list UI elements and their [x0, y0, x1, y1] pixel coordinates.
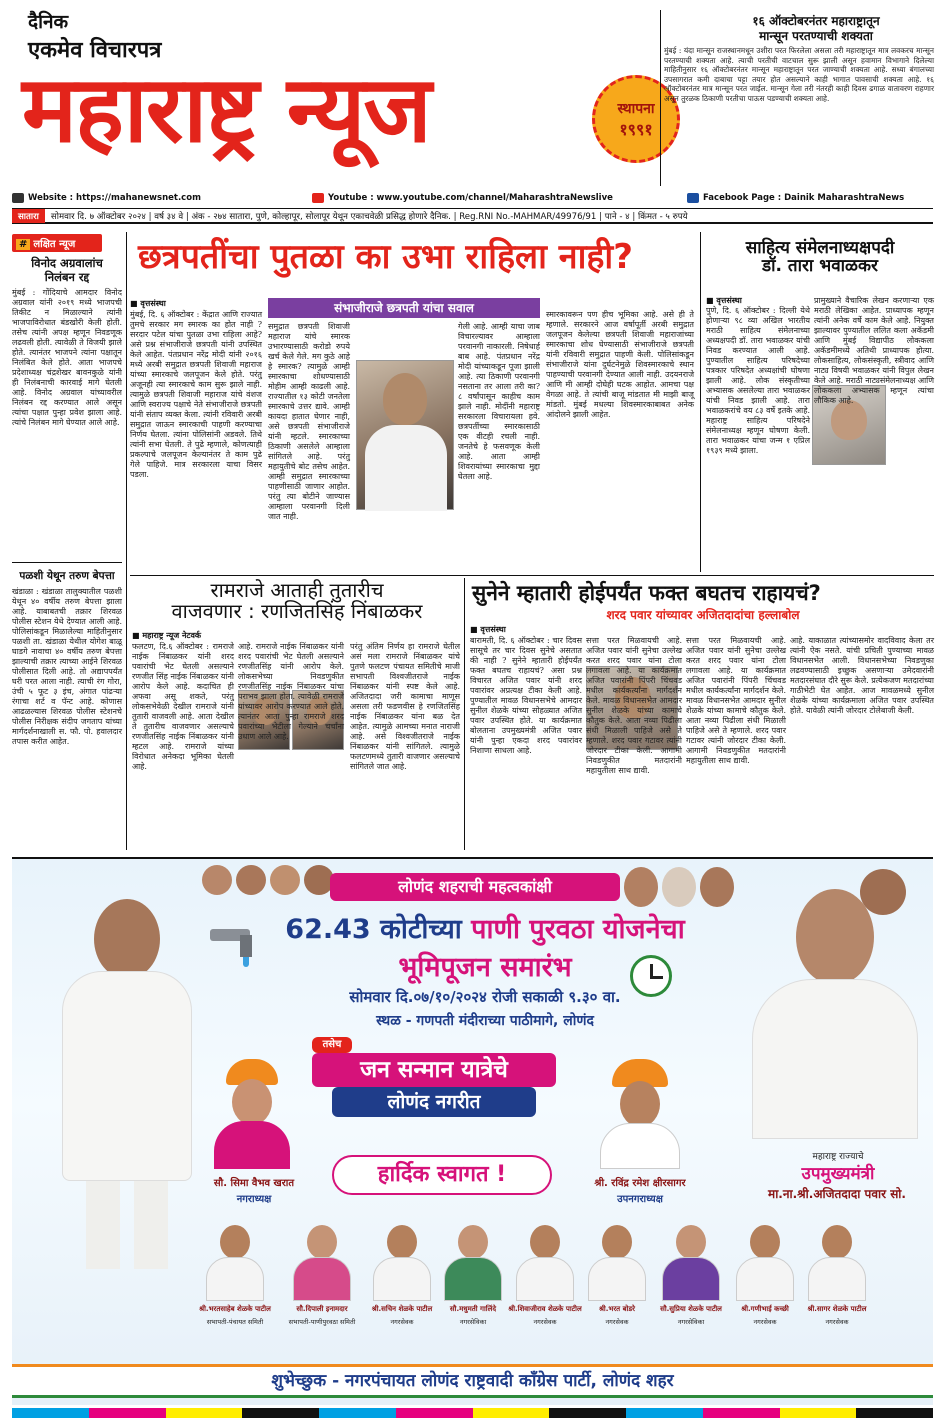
party-clock-icon	[630, 955, 672, 997]
sune-byline-text: वृत्तसंस्था	[480, 624, 506, 634]
info-bar	[12, 190, 933, 206]
facebook-link[interactable]	[687, 193, 904, 203]
pali-headline: पळशी येथून तरुण बेपत्ता	[19, 570, 115, 582]
lakshvedhi-headline-line1: विनोद अग्रवालांच	[31, 256, 103, 270]
ad-mid-role: उपनगराध्यक्ष	[617, 1194, 663, 1205]
member-photo-3	[367, 1219, 437, 1301]
ad-nagaradhyaksha-photo	[202, 1059, 302, 1169]
sune-subhead: शरद पवार यांच्यावर अजितदादांचा हल्लाबोल	[606, 608, 800, 622]
row-rule	[130, 575, 934, 576]
ad-left-name: सौ. सिमा वैभव खरात	[213, 1178, 295, 1189]
facebook-text: Facebook Page : Dainik MaharashtraNews	[703, 193, 905, 203]
member-role: नगरसेवक	[390, 1318, 414, 1326]
ramraje-col1: फलटण, दि.६ ऑक्टोबर : रामराजे नाईक निंबाळकर यांनी शरद पवारांची भेट घेतली असल्याने रणजीत सिंह नाईक निंबाळकर यांनी आरोप केले आहे. कदाचित ही अफवा असू शकते, परंतु लोकसभेवेळी देखील रामराजे यांनी तुतारी वाजवली आहे. आता देखील ते तुतारीच वाजवणार असल्याचे रणजीतसिंह नाईक निंबाळकर यांनी म्हटल आहे. रामराजे यांच्या विरोधात अनेकदा भूमिका घेतली आहे.	[132, 642, 234, 771]
ramraje-byline-text: महाराष्ट्र न्यूज नेटवर्क	[142, 630, 202, 640]
left-divider	[12, 562, 122, 563]
top-news-headline-line2: मान्सून परतण्याची शक्यता	[759, 29, 873, 43]
member-name: सौ.दिपाली इनामदार	[296, 1305, 348, 1313]
lakshvedhi-headline-line2: निलंबन रद्द	[44, 270, 90, 284]
column-rule	[700, 232, 701, 572]
column-rule	[126, 232, 127, 850]
top-news-body: मुंबई : यंदा मान्सून राजस्थानमधून उशीरा परत फिरलेला असला तरी महाराष्ट्रातून मात्र लवकरच मान्सून परतण्याची शक्यता आहे. त्याची परतीची वाटचाल सुरू झाली असून हवामान विभागाने दिलेल्या माहितीनुसार १६ ऑक्टोबरनंतर मान्सून महाराष्ट्रातून परत जाण्याची शक्यता आहे. सध्या बंगालच्या उपसागरात कमी दाबाचा पट्टा तयार होत असल्याने काही भागात पावसाची शक्यता आहे. १६ ऑक्टोबरनंतर मात्र मान्सून परत जाईल. मान्सून गेला तरी नंतरही काही दिवस ढगाळ वातावरण राहणार असून तुरळक ठिकाणी परतीचा पाऊस पडण्याची शक्यता आहे.	[664, 46, 934, 103]
sahitya-col1: पुणे, दि. ६ ऑक्टोबर : दिल्ली येथे होणाऱ्या ९८ व्या अखिल भारतीय मराठी साहित्य संमेलनाच्या अध्यक्षपदी डॉ. तारा भवाळकर यांची निवड करण्यात आली आहे. पुण्यातील साहित्य परिषदेच्या पत्रकार परिषदेत अध्यक्षांची घोषणा झाली आहे. लोक संस्कृतीच्या अभ्यासक असलेल्या तारा भवाळकर यांची निवड झाली आहे. तारा भवाळकरांचे वय ८३ वर्षे इतके आहे. महाराष्ट्र साहित्य परिषदेने संमेलनाध्यक्ष म्हणून घोषणा केली. तारा भवाळकर यांचा जन्म १ एप्रिल १९३९ मध्ये झाला.	[706, 306, 810, 455]
member-role: नगरसेवक	[825, 1318, 849, 1326]
sahitya-headline	[706, 240, 934, 276]
ad-left-leader-photo	[52, 899, 202, 1269]
ad-left-role: नगराध्यक्ष	[236, 1194, 272, 1205]
ramraje-col2: आहे. रामराजे नाईक निंबाळकर यांनी शरद पवारांची भेट घेतली असल्याने रणजीतसिंह यांनी आरोप केले. लोकसभेच्या निवडणुकीत रणजीतसिंह नाईक निंबाळकर यांचा पराभव झाला होता. त्यावेळी रामराजे यांच्यावर आरोप करण्यात आले होते. त्यानंतर आता पुन्हा रामराजे शरद पवारांच्या भेटीला गेल्याने चर्चांना उधाण आले आहे.	[238, 642, 344, 741]
member-photo-8	[730, 1219, 800, 1301]
ad-right-role: उपमुख्यमंत्री	[801, 1164, 875, 1184]
sahitya-byline: ■ वृत्तसंस्था	[706, 295, 742, 305]
ad-footer: शुभेच्छुक - नगरपंचायत लोणंद राष्ट्रवादी काँग्रेस पार्टी, लोणंद शहर	[12, 1364, 933, 1398]
sune-col1: बारामती, दि. ६ ऑक्टोबर : चार दिवस सासूचे तर चार दिवस सुनेचे असतात की नाही ? सुनेने म्हातारी होईपर्यंत फक्त बघतच राहायचं? असा प्रश्न विचारत अजित पवार यांनी शरद पवारांवर अप्रत्यक्ष टीका केली आहे. पुण्यातील मावळ विधानसभेचे आमदार सुनील शेळके यांच्या सोहळ्यात अजित पवार उपस्थित होते. या कार्यक्रमात बोलताना उपमुख्यमंत्री अजित पवार यांनी पुन्हा एकदा शरद पवारांवर निशाणा साधला आहे.	[470, 636, 582, 755]
dateline	[12, 208, 933, 224]
ad-upnagaradhyaksha-photo	[590, 1059, 690, 1169]
advertisement	[12, 857, 933, 1405]
sahitya-headline-line1: साहित्य संमेलनाध्यक्षपदी	[745, 238, 895, 258]
member-role: नगरसेवक	[533, 1318, 557, 1326]
main-col3: गेली आहे. आम्ही याचा जाब विचारल्यावर आम्हाला परवानगी नाकारली. निषेधार्ह बाब आहे. पंतप्रधान नरेंद्र मोदी यांच्याकडून पूजा झाली आहे. त्या ठिकाणी परवानगी नसताना तर आला तरी का? ८ वर्षांपासून काहीच काम झाले नाही. मोदींनी महाराष्ट्र सरकारला विचारायला हवे. छत्रपतींच्या स्मारकासाठी एक वीटही रचली नाही. जनतेचे हे फसवणूक केली आहे. आता आम्ही शिवरायांच्या स्मारकाचा मुद्दा घेतला आहे.	[458, 322, 540, 481]
sune-col2b: सत्ता परत मिळवायची आहे. अजित पवार यांनी सुनेचा उल्लेख करत शरद पवार यांना टोला लगावला आहे. या कार्यक्रमात अजित पवारांनी पिंपरी चिंचवड मधील कार्यकर्त्यांना मार्गदर्शन केले. मावळ विधानसभेत आमदार सुनील शेळके यांच्या कामाचे कौतुक केले. आता नव्या पिढीला संधी मिळाली पाहिजे असे ते म्हणाले. शरद पवार गटावर त्यांनी जोरदार टीका केली. आगामी निवडणुकीत मतदारांनी महायुतीला साथ द्यावी.	[686, 636, 786, 765]
ramraje-col3: परंतु अंतिम निर्णय हा रामराजे घेतील असं मला रामराजे निंबाळकर यांचे पुतणे फलटण पंचायत समितीचे माजी सभापती विश्वजीतराजे नाईक निंबाळकर यांनी स्पष्ट केले आहे. अजितदादा जरी कामाचा माणूस असला तरी फडणवीस हे रणजितसिंह नाईक निंबाळकर यांना बळ देत आहेत. त्यामुळे आमच्या मनात नाराजी आहे. असे विश्वजीतराजे नाईक निंबाळकर यांनी सांगितले. त्यामुळे फलटणमध्ये तुतारी वाजणार असल्याचे सांगितले जात आहे.	[350, 642, 460, 771]
member-name: श्री.शिवाजीराव शेळके पाटील	[508, 1305, 582, 1313]
ramraje-headline-line2: वाजवणार : रणजितसिंह निंबाळकर	[171, 599, 423, 623]
water-tap-icon	[210, 921, 266, 967]
ad-right-kicker: महाराष्ट्र राज्याचे	[812, 1152, 864, 1162]
dateline-text: सोमवार दि. ७ ऑक्टोबर २०२४ | वर्ष ३४ वे | अंक - २७४ सातारा, पुणे, कोल्हापूर, सोलापूर येथून एकाचवेळी प्रसिद्ध होणारे दैनिक. | Reg.RNI No.-MAHMAR/49976/91 | पाने - ४ | किंमत - ५ रुपये	[50, 211, 688, 222]
sune-col3: आहे. याकाळात त्यांच्यासमोर वादविवाद केला तर त्यांनी ऐक नसते. यांची प्रचिती पुण्याच्या मावळ विधानसभेत आली. विधानसभेच्या निवडणुका लढवण्यासाठी इच्छुक असणाऱ्या उमेदवारांनी मतदारसंघात दौरे सुरू केले. प्रत्येकजण मतदारांच्या गाठीभेटी घेत आहेत. आज मावळमध्ये सुनील शेळके यांच्या कार्यक्रमाला अजित पवार उपस्थित होते. यावेळी त्यांनी जोरदार टोलेबाजी केली.	[790, 636, 935, 715]
member-role: सभापती-पाणीपुरवठा समिती	[288, 1318, 356, 1326]
masthead-title: महाराष्ट्र न्यूज	[22, 56, 430, 163]
lakshvedhi-tag	[12, 234, 102, 252]
youtube-text: Youtube : www.youtube.com/channel/MaharashtraNewslive	[328, 193, 613, 203]
sune-byline: ■ वृत्तसंस्था	[470, 624, 506, 634]
masthead-tagline: एकमेव विचारपत्र	[28, 37, 162, 63]
ad-date-line: सोमवार दि.०७/१०/२०२४ रोजी सकाळी ९.३० वा.	[349, 988, 621, 1006]
member-name: श्री.भरत बोडरे	[598, 1305, 636, 1313]
main-subhead: संभाजीराजे छत्रपती यांचा सवाल	[268, 298, 540, 318]
sahitya-col2: प्रामुख्याने वैचारिक लेखन करणाऱ्या एक मराठी लेखिका आहेत. प्राध्यापक म्हणून त्यांनी अनेक वर्षे काम केले आहे. नियुक्त झाल्यावर पुण्यातील ललित कला अकॅडमी आणि मुंबई विद्यापीठ लोककला अकॅडमीमध्ये अतिथी प्राध्यापक होत्या. लोकसाहित्य, लोकसंस्कृती, स्त्रीवाद आणि नाट्य विषयी भवाळकर यांनी विपुल लेखन केले आहे. मराठी नाट्यसंमेलनाध्यक्ष आणि लोककला अभ्यासक म्हणून त्यांचा लौकिक आहे.	[814, 296, 934, 405]
column-rule	[464, 578, 465, 850]
website-text: Website : https://mahanewsnet.com	[28, 193, 201, 203]
ad-kicker: लोणंद शहराची महत्वकांक्षी	[330, 873, 620, 901]
member-photo-5	[510, 1219, 580, 1301]
top-news-headline	[700, 14, 932, 44]
estd-year: १९९१	[619, 119, 653, 139]
lakshvedhi-tag-label: लक्षित न्यूज	[33, 239, 76, 250]
facebook-icon	[687, 193, 699, 203]
masthead-dainik-label: दैनिक	[28, 11, 69, 33]
ad-mid-name: श्री. रविंद्र रमेश क्षीरसागर	[594, 1178, 686, 1189]
ramraje-headline	[136, 580, 458, 622]
member-name: श्री.सागर शेळके पाटील	[807, 1305, 867, 1313]
main-col4: स्मारकावरून पण हीच भूमिका आहे. असे ही ते म्हणाले. सरकारने आज वर्षापूर्ती अरबी समुद्रात जलपूजन केलेल्या छत्रपती शिवाजी महाराजांच्या स्मारकाचा शोध घेण्यासाठी संभाजीराजे छत्रपती यांनी रविवारी समुद्रात पाहणी केली. पोलिसांकडून संभाजीराजे यांना दुर्घटनेमुळे शिवस्मारकाचे स्थान पाहण्याची परवानगी देण्यात आली नाही. उदयनराजे आणि मी आम्ही दोघेही घटक आहोत. आमचा पक्ष वेगळा आहे. ते त्यांची बाजू मांडतात मी माझी बाजू मांडतो. मुंबई मधल्या शिवस्मारकाबाबत अनेक आंदोलने झाली आहेत.	[546, 310, 694, 419]
member-photo-6	[582, 1219, 652, 1301]
member-photo-2	[287, 1219, 357, 1301]
member-role: नगरसेवक	[753, 1318, 777, 1326]
sahitya-byline-text: वृत्तसंस्था	[716, 295, 742, 305]
main-byline-text: वृत्तसंस्था	[140, 298, 166, 308]
ad-title-line2: भूमिपूजन समारंभ	[398, 952, 572, 983]
sahitya-headline-line2: डॉ. तारा भवाळकर	[762, 255, 878, 276]
top-news-headline-line1: १६ ऑक्टोबरनंतर महाराष्ट्रातून	[752, 14, 880, 28]
ad-top-avatars	[202, 865, 342, 895]
member-photo-9	[802, 1219, 872, 1301]
youtube-icon	[312, 193, 324, 203]
main-col1: मुंबई, दि. ६ ऑक्टोबर : केंद्रात आणि राज्यात तुमचे सरकार मग स्मारक का होत नाही ? सरदार पटेल यांचा पुतळा उभा राहिला आहे? असे प्रश्न संभाजीराजे छत्रपती यांनी उपस्थित केले आहेत. पंतप्रधान नरेंद्र मोदी यांनी २०१६ मध्ये अरबी समुद्रात छत्रपती शिवाजी महाराज यांच्या स्मारकाचे जलपूजन केले होते. परंतु अजूनही त्या स्मारकाचे काम सुरू झाले नाही. त्यामुळे छत्रपती शिवाजी महाराज यांचे वंशज आणि स्वराज्य पक्षाचे नेते संभाजीराजे छत्रपती यांनी संताप व्यक्त केला. त्यांनी रविवारी अरबी समुद्रात जाऊन स्मारकाची पाहणी करण्याचा निर्णय घेतला. त्यांना पोलिसांनी अडवले. तिथे त्यांनी सभा घेतली. ते पुढे म्हणाले, कोणत्याही प्रकल्पाचे जलपूजन केल्यानंतर ते काम पुढे गेले पाहिजे. मात्र सरकारला याचा विसर पडला.	[130, 310, 262, 479]
ad-right-name: मा.ना.श्री.अजितदादा पवार सो.	[768, 1187, 906, 1201]
main-col2: समुद्रात छत्रपती शिवाजी महाराज यांचे स्मारक उभारण्यासाठी करोडो रुपये खर्च केले गेले. मग कुठे आहे हे स्मारक? त्यामुळे आम्ही स्मारकाचा शोधण्यासाठी मोहीम आम्ही काढली आहे. राज्यातील १३ कोटी जनतेला स्मारकाचे उत्तर द्यावे. आम्ही कायदा हातात घेणार नाही, असे छत्रपती संभाजीराजे यांनी म्हटले. स्मारकाच्या ठिकाणी असलेले आम्हाला सांगितले आहे. परंतु महायुतीचे बोट तसेच आहेत. आम्ही समुद्रात स्मारकाच्या पाहणीसाठी जाणार आहोत. परंतु त्या बोटीने जाण्यास आम्हाला परवानगी दिली जात नाही.	[268, 322, 350, 521]
ad-tase: तसेच	[312, 1037, 352, 1053]
dateline-city: सातारा	[12, 209, 45, 223]
main-byline: ■ वृत्तसंस्था	[130, 298, 166, 308]
member-name: सौ.मधुमती गालिंदे	[449, 1305, 497, 1313]
ramraje-headline-line1: रामराजे आताही तुतारीच	[210, 578, 384, 602]
youtube-link[interactable]	[312, 193, 687, 203]
member-role: नगरसेवक	[605, 1318, 629, 1326]
ad-title-scheme: पाणी पुरवठा योजनेचा	[471, 914, 685, 945]
ad-right-leader-photo	[744, 889, 924, 1139]
ad-members-row	[12, 1219, 933, 1349]
pali-body: खंडाळा : खंडाळा तालुक्यातील पळशी येथून ४० वर्षीय तरुण बेपत्ता झाला आहे. याबाबतची तक्रार शिरवळ पोलीस स्टेशन येथे देण्यात आली आहे. पोलिसांकडून मिळालेल्या माहितीनुसार पळशी ता. खंडाळा येथील योगेश बाळू घाडगे नावाचा ४० वर्षीय तरुण बेपत्ता झाल्याची तक्रार त्याच्या आईने शिरवळ पोलीसात दिली आहे. तो अद्यापपर्यंत घरी परत आला नाही. त्याची रंग गोरा, उंची ५ फूट ३ इंच, अंगात पांढऱ्या रंगाचा शर्ट व पॅन्ट आहे. कोणास आढळल्यास शिरवळ पोलीस स्टेशनचे पोलीस निरीक्षक संदीप जगताप यांच्या मार्गदर्शनाखाली स. फौ. पो. हवालदार तपास करीत आहेत.	[12, 587, 122, 746]
main-headline	[138, 237, 693, 277]
member-name: श्री.सचिन शेळके पाटील	[371, 1305, 433, 1313]
sune-col2: सत्ता परत मिळवायची आहे. अजित पवार यांनी सुनेचा उल्लेख करत शरद पवार यांना टोला लगावला आहे. या कार्यक्रमात अजित पवारांनी पिंपरी चिंचवड मधील कार्यकर्त्यांना मार्गदर्शन केले. मावळ विधानसभेत आमदार सुनील शेळके यांच्या कामाचे कौतुक केले. आता नव्या पिढीला संधी मिळाली पाहिजे असे ते म्हणाले. शरद पवार गटावर त्यांनी जोरदार टीका केली. आगामी निवडणुकीत मतदारांनी महायुतीला साथ द्यावी.	[586, 636, 682, 775]
ad-yatra-line1: जन सन्मान यात्रेचे	[312, 1053, 556, 1087]
member-photo-1	[200, 1219, 270, 1301]
member-role: नगरसेविका	[677, 1318, 705, 1326]
sune-headline: सुनेने म्हातारी होईपर्यंत फक्त बघतच राहायचं?	[472, 581, 821, 605]
website-link[interactable]	[12, 193, 312, 203]
ad-yatra-line2: लोणंद नगरीत	[332, 1087, 536, 1117]
member-role: नगरसेविका	[459, 1318, 487, 1326]
masthead-divider	[660, 10, 661, 186]
ad-venue-line: स्थळ - गणपती मंदीराच्या पाठीमागे, लोणंद	[376, 1013, 594, 1029]
member-photo-4	[438, 1219, 508, 1301]
sambhajiraje-photo	[356, 360, 454, 510]
ramraje-byline: ■ महाराष्ट्र न्यूज नेटवर्क	[132, 630, 202, 640]
ad-welcome: हार्दिक स्वागत !	[332, 1155, 552, 1195]
main-headline-text: छत्रपतींचा पुतळा का उभा राहिला नाही?	[138, 237, 633, 277]
lakshvedhi-body: मुंबई : गोंदियाचे आमदार विनोद अग्रवाल यांनी २०१९ मध्ये भाजपची तिकीट न मिळाल्याने त्यांनी भाजपाविरोधात बंडखोरी केली होती. तसेच त्यांनी अपक्ष म्हणून निवडणूक लढवली होती. त्यावेळी ते विजयी झाले होते. त्यानंतर भाजपने त्यांना पक्षातून निलंबित केले होते. आता भाजपचे प्रदेशाध्यक्ष चंद्रशेखर बावनकुळे यांनी ही निलंबनाची कारवाई मागे घेतली आहे. विनोद अग्रवाल यांच्यावरील निलंबन रद्द करण्यात आले असून त्यांचा पक्षात पुन्हा प्रवेश झाला आहे. त्यांचे निलंबन मागे घेण्यात आले आहे.	[12, 288, 122, 427]
member-name: श्री.भरतसाहेब शेळके पाटील	[199, 1305, 271, 1313]
member-role: सभापती-पंचायत समिती	[206, 1318, 264, 1326]
member-photo-7	[656, 1219, 726, 1301]
left-column	[12, 234, 122, 854]
ad-title-amount: 62.43 कोटीच्या	[285, 914, 462, 945]
member-name: सौ.सुप्रिया शेळके पाटील	[660, 1305, 722, 1313]
ad-title-line1	[280, 909, 690, 946]
print-color-strip	[12, 1408, 933, 1418]
hash-icon: #	[16, 239, 30, 250]
estd-label: स्थापना	[617, 100, 655, 117]
member-name: श्री.गणीभाई कच्छी	[741, 1305, 789, 1313]
website-icon	[12, 193, 24, 203]
lakshvedhi-headline	[12, 256, 122, 284]
